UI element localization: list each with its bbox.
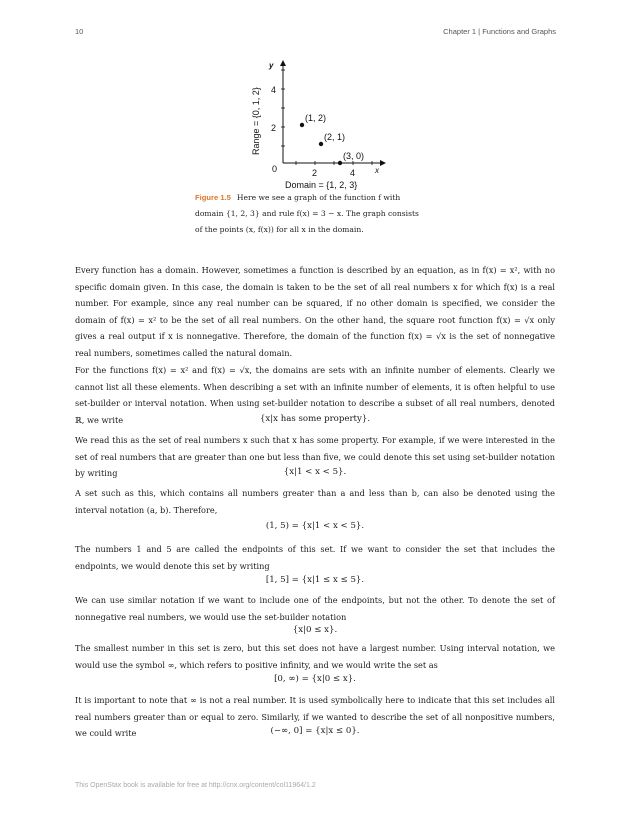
x-tick-label: 2 [312, 168, 318, 178]
x-axis-title: Domain = {1, 2, 3} [285, 180, 358, 190]
data-point-label: (3, 0) [343, 151, 365, 161]
data-point-label: (1, 2) [305, 113, 327, 123]
caption-line: domain {1, 2, 3} and rule f(x) = 3 − x. The graph consists [195, 209, 419, 218]
y-axis-title: Range = {0, 1, 2} [251, 87, 261, 155]
equation: (1, 5) = {x|1 < x < 5}. [265, 521, 365, 531]
paragraph: We read this as the set of real numbers x such that x has some property. For example, if we were interested in the set of real numbers that are greater than one but less than five, we could denote this set using set-builder notation by writing [75, 435, 555, 478]
data-point [319, 142, 323, 146]
page-number: 10 [75, 27, 84, 36]
x-axis-label: x [375, 166, 379, 175]
equation: (−∞, 0] = {x|x ≤ 0}. [270, 726, 360, 736]
figure-caption [195, 190, 445, 238]
data-point [300, 123, 304, 127]
y-tick-label: 2 [271, 123, 277, 133]
points-layer [300, 113, 364, 165]
y-tick-label: 4 [271, 85, 277, 95]
equation: [1, 5] = {x|1 ≤ x ≤ 5}. [265, 575, 365, 585]
equation: {x|0 ≤ x}. [292, 625, 338, 635]
paragraph: For the functions f(x) = x² and f(x) = √x, the domains are sets with an infinite number of elements. Clearly we cannot list all these elements. When describing a set with an infinite number of elements, it is often helpful to use set-builder or interval notation. When using set-builder notation to describe a subset of all real numbers, denoted ℝ, we write [75, 365, 555, 425]
data-point [338, 161, 342, 165]
caption-line [195, 190, 445, 206]
origin-label: 0 [272, 164, 278, 174]
figure-graph [235, 55, 395, 195]
y-axis-label: y [269, 61, 274, 70]
graph-svg [235, 55, 395, 195]
paragraph: The numbers 1 and 5 are called the endpoints of this set. If we want to consider the set that includes the endpoints, we would denote this set by writing [75, 544, 555, 571]
x-tick-label: 4 [350, 168, 356, 178]
equation: {x|x has some property}. [259, 414, 371, 424]
paragraph: Every function has a domain. However, sometimes a function is described by an equation, as in f(x) = x², with no specific domain given. In this case, the domain is taken to be the set of all real numbers x for which f(x) is a real number. For example, since any real number can be squared, if no other domain is specified, we consider the domain of f(x) = x² to be the set of all real numbers. On the other hand, the square root function f(x) = √x only gives a real output if x is nonnegative. Therefore, the domain of the function f(x) = √x is the set of nonnegative real numbers, sometimes called the natural domain. [75, 265, 555, 358]
paragraph: The smallest number in this set is zero, but this set does not have a largest number. Using interval notation, we would use the symbol ∞, which refers to positive infinity, and we would write the set as [75, 643, 555, 670]
paragraph: It is important to note that ∞ is not a real number. It is used symbolically here to indicate that this set includes all real numbers greater than or equal to zero. Similarly, if we wanted to describe the set of all nonpositive numbers, we could write [75, 695, 555, 738]
paragraph: A set such as this, which contains all numbers greater than a and less than b, can also be denoted using the interval notation (a, b). Therefore, [75, 488, 555, 515]
caption-line: of the points (x, f(x)) for all x in the domain. [195, 225, 364, 234]
caption-label: Figure 1.5 [195, 193, 231, 202]
equation: {x|1 < x < 5}. [283, 467, 347, 477]
caption-text: Here we see a graph of the function f with [236, 193, 401, 202]
equation: [0, ∞) = {x|0 ≤ x}. [274, 674, 356, 684]
chapter-header: Chapter 1 | Functions and Graphs [443, 27, 556, 36]
footer-note: This OpenStax book is available for free at http://cnx.org/content/col11964/1.2 [75, 782, 316, 789]
paragraph: We can use similar notation if we want to include one of the endpoints, but not the other. To denote the set of nonnegative real numbers, we would use the set-builder notation [75, 595, 555, 622]
data-point-label: (2, 1) [324, 132, 346, 142]
